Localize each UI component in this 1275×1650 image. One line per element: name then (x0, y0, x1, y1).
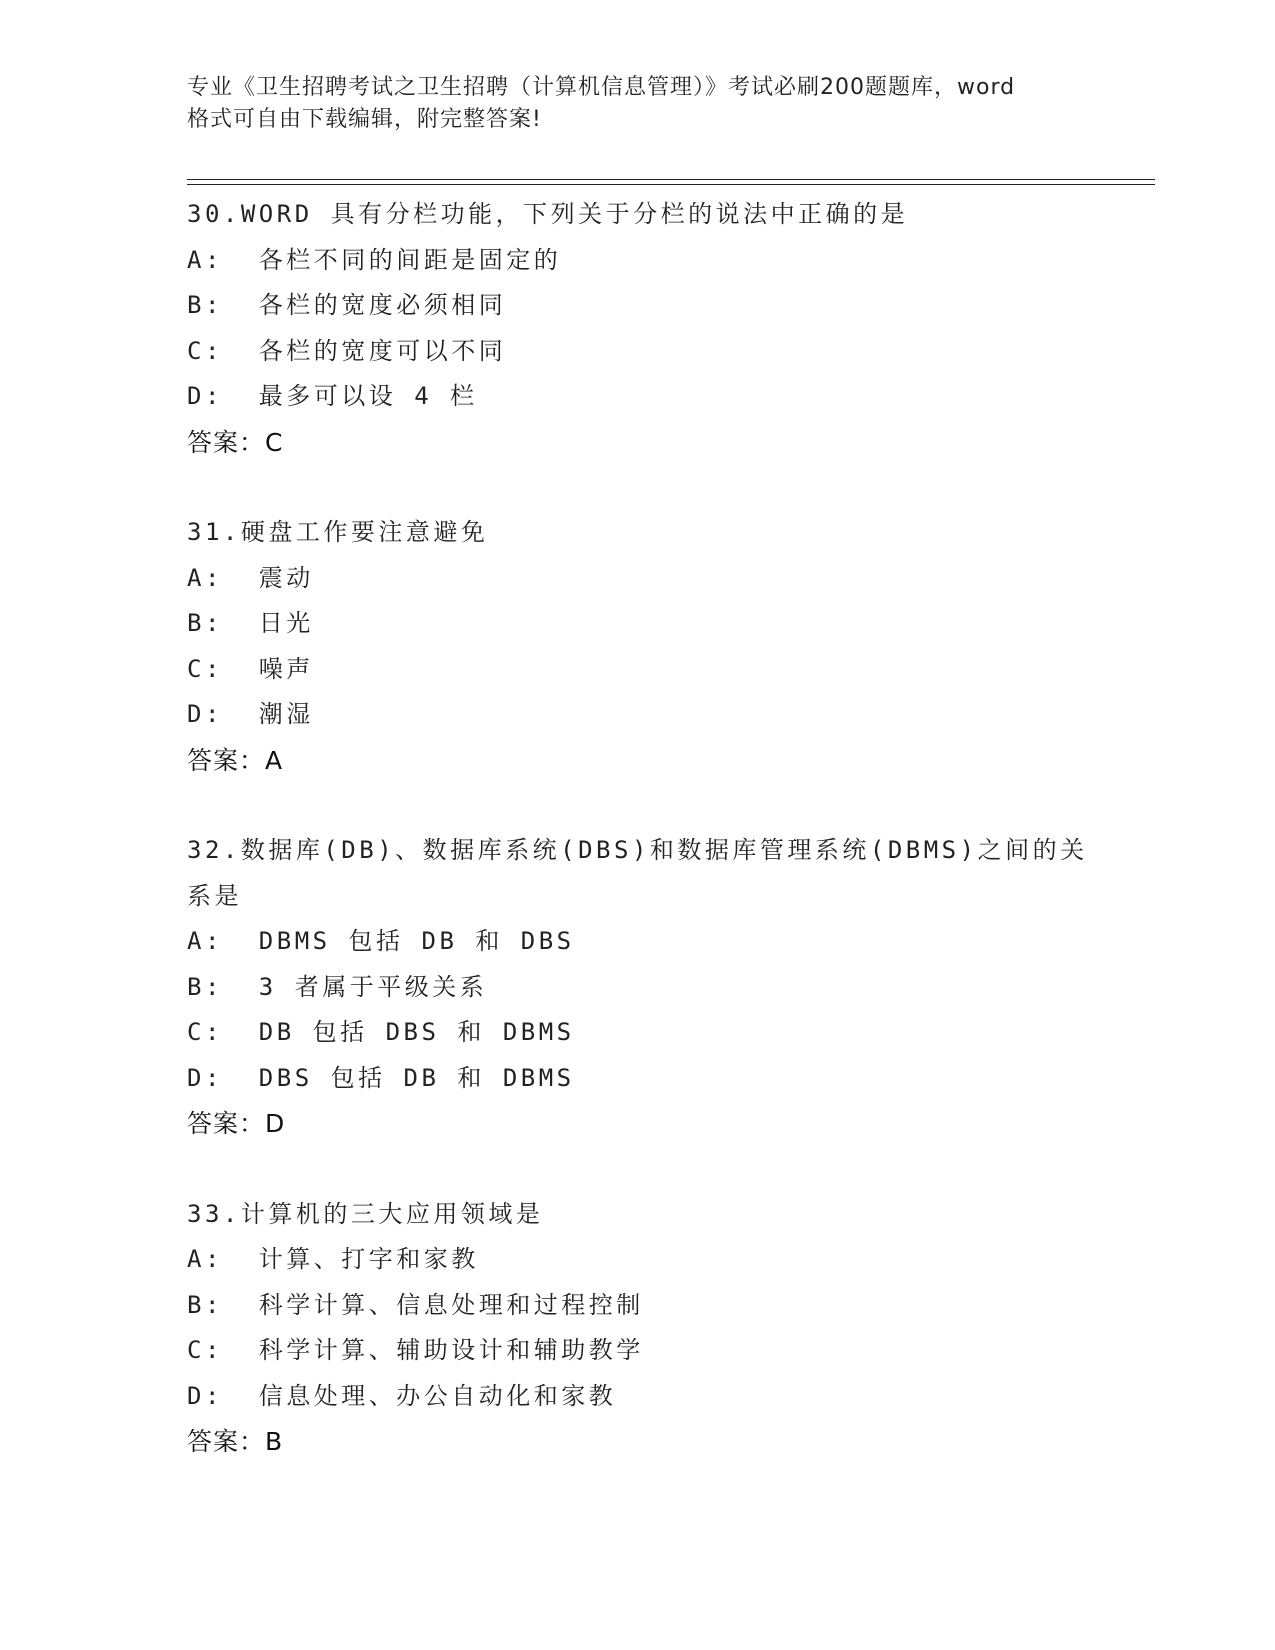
question-block-31 (187, 510, 1107, 783)
option-b: B: 各栏的宽度必须相同 (187, 291, 507, 319)
option-c: C: 科学计算、辅助设计和辅助教学 (187, 1336, 644, 1364)
header-line-2: 格式可自由下载编辑，附完整答案! (187, 107, 542, 132)
option-b: B: 日光 (187, 609, 314, 637)
question-text: 30.WORD 具有分栏功能，下列关于分栏的说法中正确的是 (187, 200, 909, 228)
option-a: A: 各栏不同的间距是固定的 (187, 245, 562, 274)
header-line-1: 专业《卫生招聘考试之卫生招聘（计算机信息管理）》考试必刷200题题库，word (187, 75, 1016, 100)
document-header (187, 72, 1107, 136)
answer-text: 答案：D (187, 1109, 286, 1138)
question-text: 31.硬盘工作要注意避免 (187, 518, 489, 546)
option-d: D: 最多可以设 4 栏 (187, 382, 478, 410)
option-a: A: DBMS 包括 DB 和 DBS (187, 927, 575, 955)
answer-text: 答案：A (187, 745, 284, 775)
option-b: B: 科学计算、信息处理和过程控制 (187, 1290, 644, 1319)
option-c: C: 各栏的宽度可以不同 (187, 336, 507, 365)
question-block-30 (187, 192, 1107, 465)
answer-text: 答案：C (187, 427, 284, 457)
option-c: C: DB 包括 DBS 和 DBMS (187, 1018, 575, 1046)
option-c: C: 噪声 (187, 654, 314, 683)
option-d: D: DBS 包括 DB 和 DBMS (187, 1063, 575, 1092)
option-b: B: 3 者属于平级关系 (187, 972, 488, 1001)
question-block-33 (187, 1192, 1107, 1465)
header-divider-bottom (187, 184, 1155, 185)
header-divider-top (187, 179, 1155, 180)
answer-text: 答案：B (187, 1427, 284, 1456)
option-a: A: 计算、打字和家教 (187, 1245, 479, 1273)
question-list (187, 192, 1107, 1510)
option-a: A: 震动 (187, 563, 314, 592)
question-block-32 (187, 828, 1107, 1147)
question-text: 32.数据库(DB)、数据库系统(DBS)和数据库管理系统(DBMS)之间的关系是 (187, 836, 1088, 910)
question-text: 33.计算机的三大应用领域是 (187, 1199, 544, 1228)
option-d: D: 信息处理、办公自动化和家教 (187, 1381, 617, 1410)
option-d: D: 潮湿 (187, 700, 314, 728)
